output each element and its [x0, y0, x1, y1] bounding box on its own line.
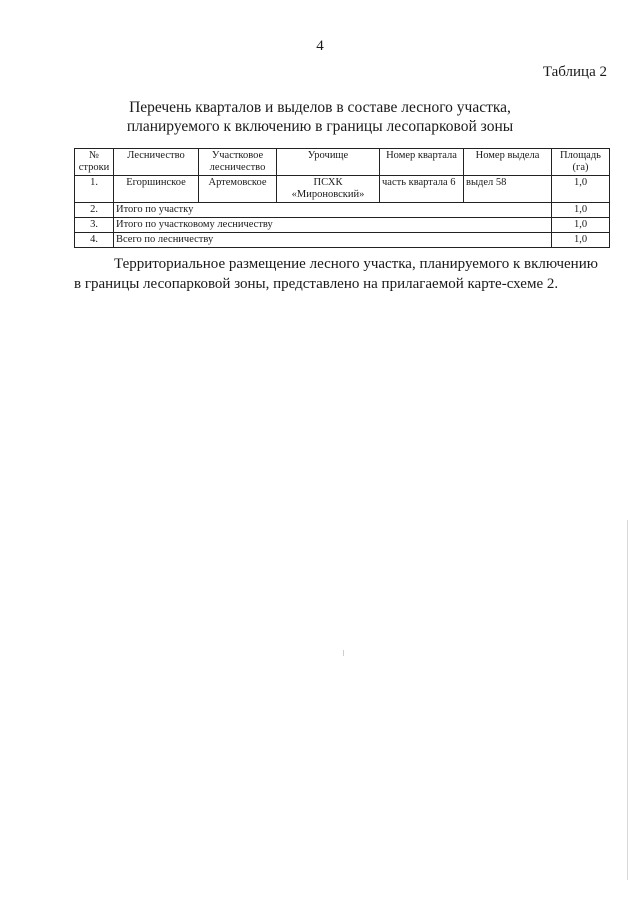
- table-total-row: [75, 233, 610, 248]
- table-title-line-2: планируемого к включению в границы лесопарковой зоны: [126, 118, 514, 135]
- table-title: [0, 98, 640, 136]
- table-row: [75, 176, 610, 203]
- cell-area: 1,0: [552, 176, 610, 203]
- cell-total-label: Всего по лесничеству: [114, 233, 552, 248]
- header-district-forestry: Участковое лесничество: [199, 149, 277, 176]
- page-number: 4: [316, 38, 324, 54]
- cell-tract: ПСХК «Мироновский»: [277, 176, 380, 203]
- header-forestry: Лесничество: [114, 149, 199, 176]
- paragraph-line-2: в границы лесопарковой зоны, представлено на прилагаемой карте-схеме 2.: [74, 276, 559, 292]
- header-tract: Урочище: [277, 149, 380, 176]
- cell-row-number: 3.: [75, 218, 114, 233]
- cell-area: 1,0: [552, 203, 610, 218]
- body-paragraph: [74, 254, 609, 294]
- table-label: Таблица 2: [542, 64, 607, 80]
- cell-district-forestry: Артемовское: [199, 176, 277, 203]
- scan-artifact-dot: [343, 650, 344, 656]
- cell-row-number: 4.: [75, 233, 114, 248]
- allotments-table: [74, 148, 610, 248]
- cell-allotment: выдел 58: [464, 176, 552, 203]
- table-title-line-1: Перечень кварталов и выделов в составе лесного участка,: [129, 99, 511, 116]
- header-area: Площадь (га): [552, 149, 610, 176]
- header-row-number: № строки: [75, 149, 114, 176]
- header-allotment: Номер выдела: [464, 149, 552, 176]
- cell-area: 1,0: [552, 218, 610, 233]
- paragraph-line-1: Территориальное размещение лесного участка, планируемого к включению: [114, 256, 598, 272]
- cell-forestry: Егоршинское: [114, 176, 199, 203]
- cell-quarter: часть квартала 6: [380, 176, 464, 203]
- cell-total-label: Итого по участку: [114, 203, 552, 218]
- cell-row-number: 2.: [75, 203, 114, 218]
- cell-area: 1,0: [552, 233, 610, 248]
- cell-row-number: 1.: [75, 176, 114, 203]
- table-header-row: [75, 149, 610, 176]
- scan-artifact-line: [627, 520, 628, 880]
- header-quarter: Номер квартала: [380, 149, 464, 176]
- table-total-row: [75, 218, 610, 233]
- table-total-row: [75, 203, 610, 218]
- cell-total-label: Итого по участковому лесничеству: [114, 218, 552, 233]
